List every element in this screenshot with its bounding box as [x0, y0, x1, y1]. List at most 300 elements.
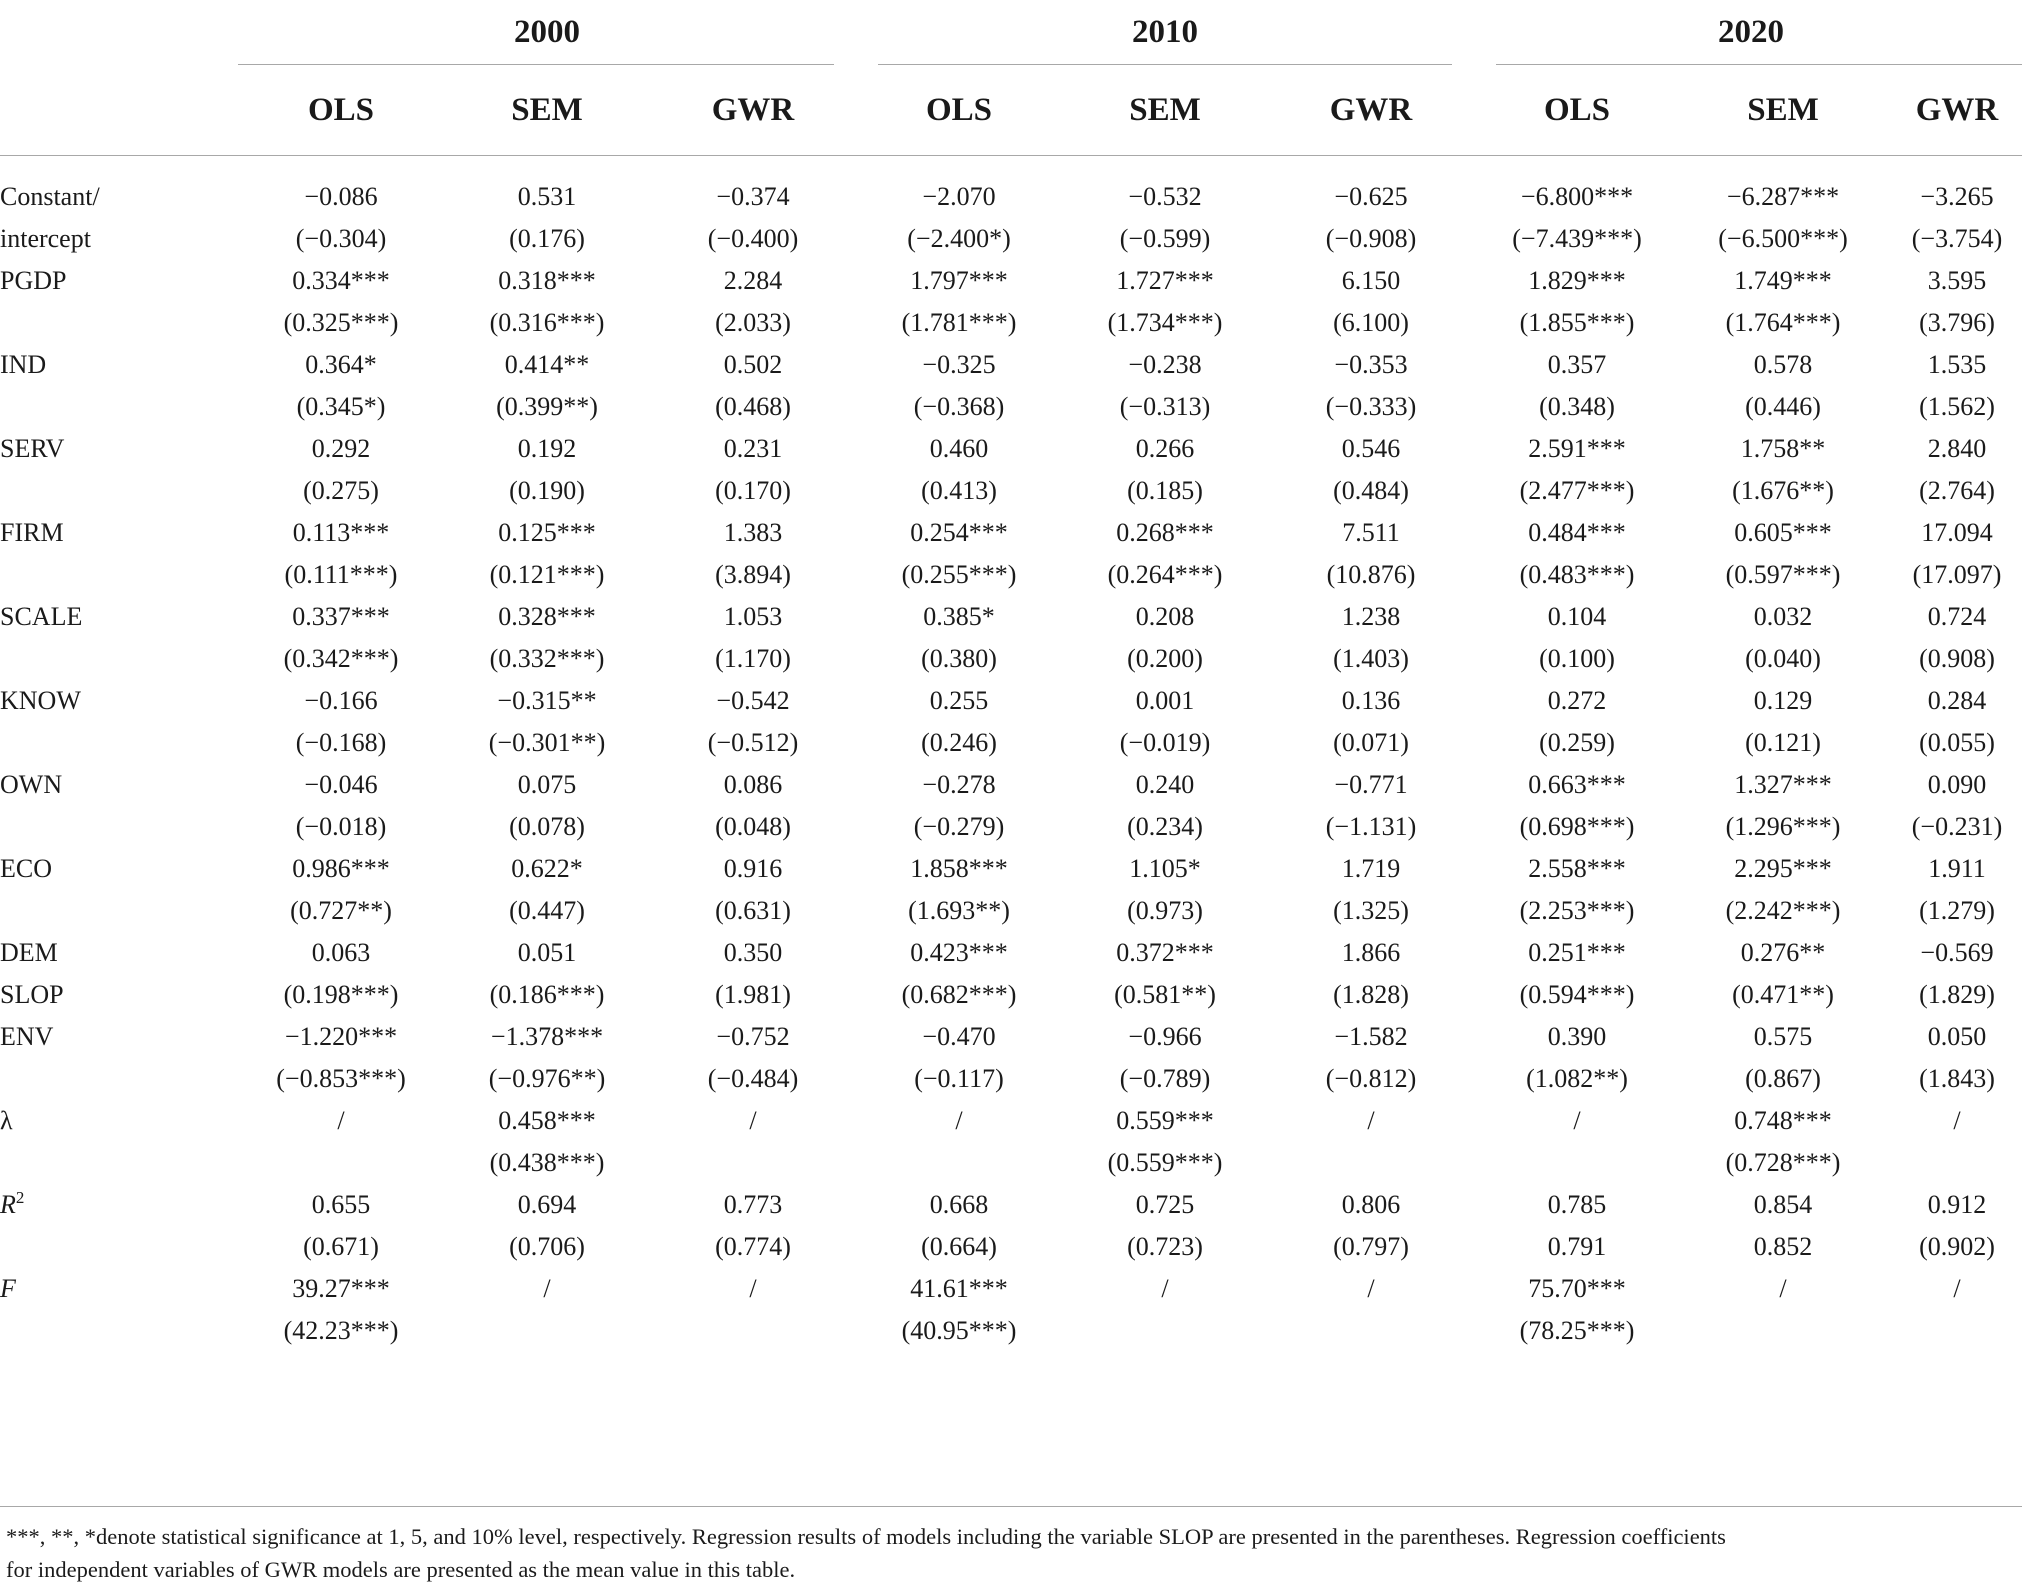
table-row: [0, 1100, 2022, 1184]
model-header-row: [0, 65, 2022, 156]
table-cell: [1062, 1100, 1268, 1184]
cell-value: 1.383: [723, 518, 783, 547]
cell-value: /: [1953, 1274, 1961, 1303]
table-cell: [650, 680, 856, 764]
cell-value: 0.104: [1547, 602, 1607, 631]
table-cell: [1680, 932, 1886, 974]
cell-value: /: [1573, 1106, 1581, 1135]
table-cell: [1886, 1016, 2022, 1100]
table-cell: [444, 848, 650, 932]
cell-value: 0.484***: [1528, 518, 1626, 547]
cell-value: −0.046: [304, 770, 378, 799]
table-cell: [444, 428, 650, 512]
cell-value: −0.625: [1334, 182, 1408, 211]
cell-value-with-slop: (1.325): [1333, 896, 1409, 925]
cell-value: 0.502: [723, 350, 783, 379]
cell-value: 0.032: [1753, 602, 1813, 631]
cell-value-with-slop: (0.902): [1919, 1232, 1995, 1261]
table-cell: [1268, 260, 1474, 344]
cell-value: 1.797***: [910, 266, 1008, 295]
cell-value-with-slop: (1.403): [1333, 644, 1409, 673]
cell-value: 0.575: [1753, 1022, 1813, 1051]
table-cell: [1062, 848, 1268, 932]
cell-value: 41.61***: [910, 1274, 1008, 1303]
table-cell: [1062, 260, 1268, 344]
cell-value: 0.605***: [1734, 518, 1832, 547]
cell-value: 0.531: [517, 182, 577, 211]
cell-value: 0.255: [929, 686, 989, 715]
row-label: [0, 848, 238, 932]
footnote-line: ***, **, *denote statistical significance at 1, 5, and 10% level, respectively. Regression results of models including the variable SLOP are presented in the parentheses. Regression coefficients: [6, 1524, 1726, 1549]
cell-value-with-slop: (0.325***): [283, 308, 399, 337]
table-cell: [444, 932, 650, 974]
table-cell: [1062, 1184, 1268, 1268]
cell-value: 0.694: [517, 1190, 577, 1219]
table-row: [0, 512, 2022, 596]
table-cell: [1474, 848, 1680, 932]
row-label-text: λ: [0, 1106, 13, 1135]
table-cell: [1062, 680, 1268, 764]
cell-value: 0.334***: [292, 266, 390, 295]
model-header-sem: SEM: [1747, 91, 1819, 128]
footnote-line: for independent variables of GWR models are presented as the mean value in this table.: [6, 1557, 796, 1582]
cell-value-with-slop: (−0.599): [1119, 224, 1211, 253]
cell-value-with-slop: (−0.168): [295, 728, 387, 757]
table-cell: [1886, 260, 2022, 344]
cell-value-with-slop: (0.484): [1333, 476, 1409, 505]
cell-value: 1.535: [1927, 350, 1987, 379]
table-cell: [856, 260, 1062, 344]
cell-value: −0.470: [922, 1022, 996, 1051]
cell-value-with-slop: (0.706): [509, 1232, 585, 1261]
table-cell: [856, 1184, 1062, 1268]
table-cell: [1268, 176, 1474, 260]
table-cell: [444, 764, 650, 848]
cell-value: 0.916: [723, 854, 783, 883]
cell-value-with-slop: (1.855***): [1519, 308, 1635, 337]
cell-value: 0.912: [1927, 1190, 1987, 1219]
cell-value: 0.423***: [910, 938, 1008, 967]
row-label-text: R: [0, 1190, 16, 1219]
cell-value: /: [1953, 1106, 1961, 1135]
cell-value: −1.582: [1334, 1022, 1408, 1051]
cell-value-with-slop: (−0.853***): [276, 1064, 406, 1093]
table-cell: [1680, 512, 1886, 596]
table-cell: [856, 680, 1062, 764]
table-cell: [1680, 1016, 1886, 1100]
table-cell: [1680, 1184, 1886, 1268]
cell-value: 0.559***: [1116, 1106, 1214, 1135]
table-cell: [1886, 1268, 2022, 1352]
cell-value: 0.385*: [923, 602, 995, 631]
table-cell: [1680, 680, 1886, 764]
cell-value: 0.075: [517, 770, 577, 799]
cell-value: −0.315**: [497, 686, 597, 715]
cell-value-with-slop: (0.468): [715, 392, 791, 421]
table-cell: [1268, 974, 1474, 1016]
table-cell: [238, 1268, 444, 1352]
cell-value: 1.749***: [1734, 266, 1832, 295]
row-label-text: intercept: [0, 224, 91, 253]
cell-value-with-slop: (2.253***): [1519, 896, 1635, 925]
row-label-text: OWN: [0, 770, 63, 799]
table-row: [0, 428, 2022, 512]
table-cell: [1474, 260, 1680, 344]
cell-value: 0.655: [311, 1190, 371, 1219]
cell-value: 1.053: [723, 602, 783, 631]
cell-value-with-slop: (0.071): [1333, 728, 1409, 757]
table-cell: [650, 260, 856, 344]
table-cell: [856, 596, 1062, 680]
cell-value: /: [955, 1106, 963, 1135]
cell-value: 0.268***: [1116, 518, 1214, 547]
table-cell: [1474, 932, 1680, 974]
table-cell: [1474, 1184, 1680, 1268]
cell-value: (1.981): [715, 980, 791, 1009]
cell-value-with-slop: (0.246): [921, 728, 997, 757]
table-cell: [650, 512, 856, 596]
table-cell: [238, 344, 444, 428]
cell-value-with-slop: (−6.500***): [1718, 224, 1848, 253]
cell-value: (0.186***): [489, 980, 605, 1009]
cell-value: 0.357: [1547, 350, 1607, 379]
cell-value: −0.966: [1128, 1022, 1202, 1051]
row-label: [0, 344, 238, 428]
row-label-superscript: 2: [15, 1187, 25, 1207]
cell-value: /: [1367, 1106, 1375, 1135]
cell-value: (0.594***): [1519, 980, 1635, 1009]
table-cell: [444, 1184, 650, 1268]
table-cell: [856, 512, 1062, 596]
table-cell: [1062, 428, 1268, 512]
cell-value: 0.337***: [292, 602, 390, 631]
cell-value-with-slop: (1.843): [1919, 1064, 1995, 1093]
table-cell: [1886, 1184, 2022, 1268]
table-cell: [238, 848, 444, 932]
cell-value: 1.866: [1341, 938, 1401, 967]
cell-value: 0.136: [1341, 686, 1401, 715]
table-cell: [856, 1268, 1062, 1352]
table-row: [0, 1184, 2022, 1268]
cell-value-with-slop: (2.764): [1919, 476, 1995, 505]
cell-value-with-slop: (0.259): [1539, 728, 1615, 757]
table-cell: [444, 176, 650, 260]
cell-value-with-slop: (−3.754): [1911, 224, 2003, 253]
cell-value-with-slop: (−0.301**): [488, 728, 606, 757]
cell-value-with-slop: (−0.018): [295, 812, 387, 841]
table-cell: [650, 1100, 856, 1184]
model-header-ols: OLS: [925, 91, 993, 128]
bottom-rule: [0, 1506, 2022, 1507]
row-label-text: ECO: [0, 854, 52, 883]
cell-value-with-slop: (0.723): [1127, 1232, 1203, 1261]
cell-value-with-slop: (0.055): [1919, 728, 1995, 757]
table-row: [0, 974, 2022, 1016]
cell-value-with-slop: (−0.117): [914, 1064, 1004, 1093]
cell-value: 0.318***: [498, 266, 596, 295]
table-cell: [1268, 596, 1474, 680]
table-cell: [1062, 932, 1268, 974]
cell-value: 0.208: [1135, 602, 1195, 631]
table-cell: [1268, 344, 1474, 428]
model-header-ols: OLS: [1543, 91, 1611, 128]
table-body: [0, 176, 2022, 1352]
year-header-2000: 2000: [514, 13, 580, 50]
cell-value-with-slop: (0.727**): [290, 896, 392, 925]
cell-value: −0.353: [1334, 350, 1408, 379]
cell-value: 0.328***: [498, 602, 596, 631]
cell-value: 0.063: [311, 938, 371, 967]
cell-value: (0.682***): [901, 980, 1017, 1009]
year-header-row: [0, 0, 2022, 64]
table-cell: [1886, 680, 2022, 764]
cell-value-with-slop: (0.176): [509, 224, 585, 253]
model-header-gwr: GWR: [1329, 91, 1413, 128]
cell-value-with-slop: (0.867): [1745, 1064, 1821, 1093]
cell-value-with-slop: (2.477***): [1519, 476, 1635, 505]
cell-value: 0.785: [1547, 1190, 1607, 1219]
cell-value: −1.220***: [284, 1022, 398, 1051]
row-label: [0, 932, 238, 974]
cell-value: 0.390: [1547, 1022, 1607, 1051]
table-cell: [1680, 428, 1886, 512]
table-cell: [1474, 512, 1680, 596]
table-cell: [1474, 596, 1680, 680]
model-header-gwr: GWR: [1915, 91, 1999, 128]
row-label-text: SCALE: [0, 602, 83, 631]
cell-value-with-slop: (0.438***): [489, 1148, 605, 1177]
cell-value-with-slop: (0.121): [1745, 728, 1821, 757]
cell-value-with-slop: (−0.279): [913, 812, 1005, 841]
cell-value-with-slop: (0.170): [715, 476, 791, 505]
cell-value-with-slop: 0.852: [1753, 1232, 1813, 1261]
table-cell: [856, 764, 1062, 848]
row-label-text: ENV: [0, 1022, 54, 1051]
cell-value-with-slop: (1.781***): [901, 308, 1017, 337]
model-header-sem: SEM: [511, 91, 583, 128]
table-cell: [650, 764, 856, 848]
cell-value: 0.350: [723, 938, 783, 967]
cell-value-with-slop: (0.185): [1127, 476, 1203, 505]
cell-value: /: [749, 1106, 757, 1135]
cell-value-with-slop: (0.275): [303, 476, 379, 505]
table-cell: [444, 260, 650, 344]
cell-value-with-slop: (−0.231): [1911, 812, 2003, 841]
cell-value: 1.238: [1341, 602, 1401, 631]
cell-value: 0.001: [1135, 686, 1195, 715]
cell-value-with-slop: (1.562): [1919, 392, 1995, 421]
table-cell: [238, 512, 444, 596]
table-cell: [1474, 344, 1680, 428]
cell-value-with-slop: (−0.512): [707, 728, 799, 757]
cell-value-with-slop: (0.728***): [1725, 1148, 1841, 1177]
row-label: [0, 512, 238, 596]
table-cell: [650, 596, 856, 680]
cell-value-with-slop: (−7.439***): [1512, 224, 1642, 253]
table-cell: [238, 680, 444, 764]
table-row: [0, 848, 2022, 932]
cell-value: 0.773: [723, 1190, 783, 1219]
cell-value-with-slop: (0.348): [1539, 392, 1615, 421]
table-cell: [238, 764, 444, 848]
table-cell: [1886, 596, 2022, 680]
cell-value-with-slop: (1.170): [715, 644, 791, 673]
cell-value-with-slop: (0.332***): [489, 644, 605, 673]
table-cell: [1268, 932, 1474, 974]
cell-value-with-slop: (0.698***): [1519, 812, 1635, 841]
table-cell: [238, 428, 444, 512]
cell-value: −1.378***: [490, 1022, 604, 1051]
table-cell: [1268, 1016, 1474, 1100]
table-cell: [1062, 1268, 1268, 1352]
table-cell: [1886, 428, 2022, 512]
row-label-text: SERV: [0, 434, 65, 463]
table-cell: [1474, 1268, 1680, 1352]
cell-value-with-slop: (0.234): [1127, 812, 1203, 841]
cell-value-with-slop: (17.097): [1912, 560, 2002, 589]
cell-value-with-slop: (0.264***): [1107, 560, 1223, 589]
row-label: [0, 974, 238, 1016]
table-cell: [444, 596, 650, 680]
table-cell: [1062, 764, 1268, 848]
cell-value: 0.192: [517, 434, 577, 463]
table-cell: [1268, 1184, 1474, 1268]
table-cell: [1268, 848, 1474, 932]
cell-value: −3.265: [1920, 182, 1994, 211]
table-cell: [444, 974, 650, 1016]
cell-value-with-slop: (6.100): [1333, 308, 1409, 337]
cell-value: 0.284: [1927, 686, 1987, 715]
cell-value: (1.829): [1919, 980, 1995, 1009]
table-cell: [1474, 176, 1680, 260]
cell-value-with-slop: (−0.976**): [488, 1064, 606, 1093]
table-cell: [650, 1016, 856, 1100]
table-cell: [1886, 176, 2022, 260]
cell-value-with-slop: (1.693**): [908, 896, 1010, 925]
model-header-gwr: GWR: [711, 91, 795, 128]
cell-value: −0.752: [716, 1022, 790, 1051]
cell-value: −0.374: [716, 182, 790, 211]
cell-value: −0.325: [922, 350, 996, 379]
cell-value: 0.414**: [504, 350, 590, 379]
cell-value: /: [1161, 1274, 1169, 1303]
cell-value: −0.238: [1128, 350, 1202, 379]
cell-value-with-slop: (42.23***): [283, 1316, 399, 1345]
cell-value: 39.27***: [292, 1274, 390, 1303]
table-cell: [1886, 344, 2022, 428]
table-row: [0, 260, 2022, 344]
cell-value: −0.771: [1334, 770, 1408, 799]
cell-value: 0.806: [1341, 1190, 1401, 1219]
table-cell: [1474, 974, 1680, 1016]
table-cell: [238, 176, 444, 260]
table-cell: [238, 1016, 444, 1100]
cell-value-with-slop: (0.111***): [284, 560, 398, 589]
table-cell: [650, 344, 856, 428]
table-cell: [1062, 176, 1268, 260]
cell-value: (0.581**): [1114, 980, 1216, 1009]
cell-value: 0.272: [1547, 686, 1607, 715]
table-row: [0, 680, 2022, 764]
table-cell: [1680, 344, 1886, 428]
table-cell: [238, 260, 444, 344]
cell-value: 1.829***: [1528, 266, 1626, 295]
row-label: [0, 596, 238, 680]
cell-value-with-slop: (78.25***): [1519, 1316, 1635, 1345]
cell-value-with-slop: (0.345*): [296, 392, 386, 421]
table-cell: [856, 344, 1062, 428]
year-header-2020: 2020: [1718, 13, 1784, 50]
cell-value: −2.070: [922, 182, 996, 211]
row-label: [0, 1268, 238, 1352]
cell-value-with-slop: (0.380): [921, 644, 997, 673]
cell-value: 0.240: [1135, 770, 1195, 799]
table-cell: [1886, 512, 2022, 596]
cell-value-with-slop: (0.040): [1745, 644, 1821, 673]
cell-value: 2.284: [723, 266, 783, 295]
row-label-text: KNOW: [0, 686, 81, 715]
cell-value-with-slop: (0.399**): [496, 392, 598, 421]
cell-value-with-slop: (1.764***): [1725, 308, 1841, 337]
cell-value: /: [749, 1274, 757, 1303]
cell-value: (0.198***): [283, 980, 399, 1009]
cell-value: −0.542: [716, 686, 790, 715]
cell-value: 3.595: [1927, 266, 1987, 295]
cell-value: 0.292: [311, 434, 371, 463]
cell-value: 1.727***: [1116, 266, 1214, 295]
cell-value: 0.113***: [292, 518, 390, 547]
cell-value: 1.327***: [1734, 770, 1832, 799]
cell-value-with-slop: (10.876): [1326, 560, 1416, 589]
cell-value: 2.591***: [1528, 434, 1626, 463]
table-cell: [1886, 848, 2022, 932]
table-cell: [1886, 932, 2022, 974]
row-label: [0, 260, 238, 344]
table-cell: [1680, 1268, 1886, 1352]
table-cell: [650, 848, 856, 932]
cell-value: 0.129: [1753, 686, 1813, 715]
cell-value-with-slop: (1.279): [1919, 896, 1995, 925]
cell-value: 0.458***: [498, 1106, 596, 1135]
table-cell: [444, 1100, 650, 1184]
table-row: [0, 932, 2022, 974]
cell-value-with-slop: (−0.908): [1325, 224, 1417, 253]
cell-value-with-slop: (−2.400*): [907, 224, 1011, 253]
cell-value-with-slop: (−0.484): [707, 1064, 799, 1093]
table-cell: [1474, 1016, 1680, 1100]
table-cell: [650, 1184, 856, 1268]
cell-value: 1.758**: [1740, 434, 1826, 463]
row-label-text: PGDP: [0, 266, 67, 295]
cell-value-with-slop: (0.597***): [1725, 560, 1841, 589]
table-cell: [650, 1268, 856, 1352]
corner-cell: [0, 0, 238, 64]
cell-value: /: [1367, 1274, 1375, 1303]
cell-value: 0.051: [517, 938, 577, 967]
cell-value: 0.251***: [1528, 938, 1626, 967]
table-cell: [1680, 176, 1886, 260]
table-cell: [856, 176, 1062, 260]
cell-value: 7.511: [1342, 518, 1400, 547]
cell-value: 1.719: [1341, 854, 1401, 883]
cell-value-with-slop: (0.413): [921, 476, 997, 505]
row-label-text: F: [0, 1274, 16, 1303]
cell-value-with-slop: (1.296***): [1725, 812, 1841, 841]
cell-value: 0.622*: [511, 854, 583, 883]
cell-value-with-slop: (2.033): [715, 308, 791, 337]
table-cell: [238, 932, 444, 974]
cell-value: 0.724: [1927, 602, 1987, 631]
